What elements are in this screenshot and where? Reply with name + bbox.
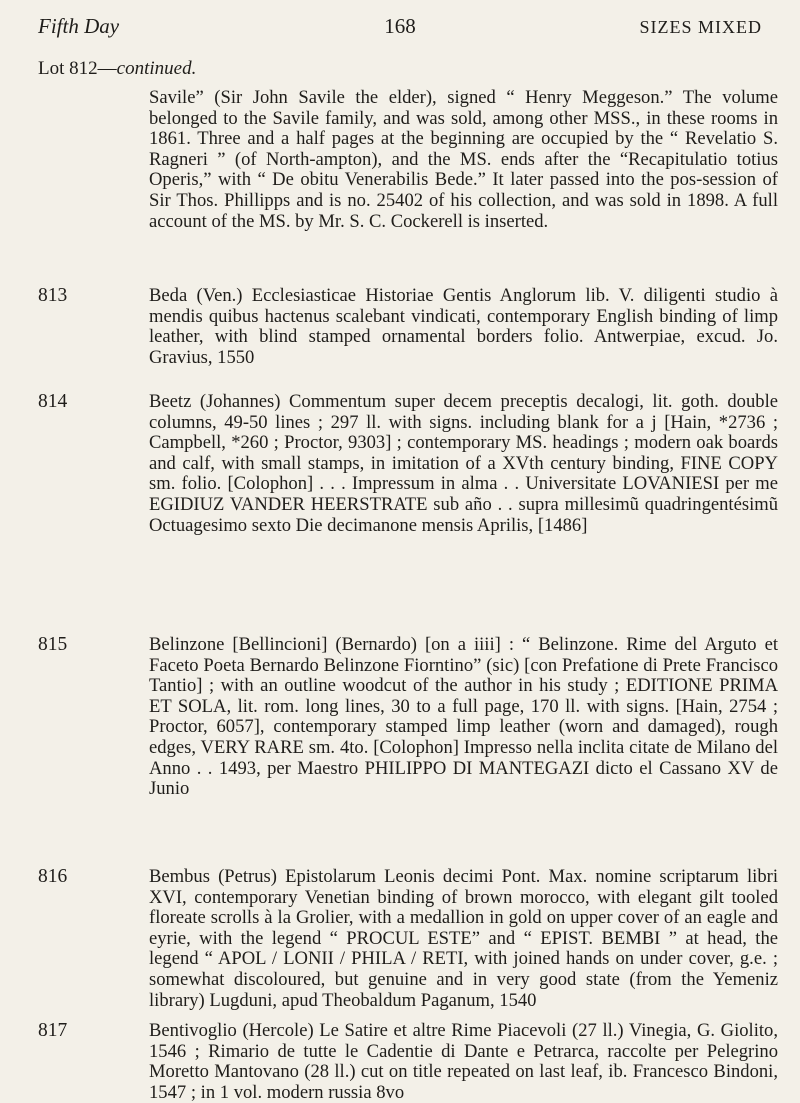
lot-812-text: Savile” (Sir John Savile the elder), signed “ Henry Meggeson.” The volume belonged to the Savile family, and was sold, among other MSS., in these rooms in 1861. Three and a half pages at the beginning are occupied by the “ Revelatio S. Ragneri ” (of North-ampton), and the MS. ends after the “Recapitulatio totius Operis,” with “ De obitu Venerabilis Bede.” It later passed into the pos-session of Sir Thos. Phillipps and is no. 25402 of his collection, and was sold in 1898. A full account of the MS. by Mr. S. C. Cockerell is inserted. [149,87,783,232]
lot-entry [38,1020,783,1103]
page-number: 168 [384,14,416,38]
lot-continuation-label [38,58,196,80]
lot-number: 816 [38,866,68,887]
lot-number: 815 [38,634,68,655]
section-title: SIZES MIXED [639,17,762,37]
lot-description: Bentivoglio (Hercole) Le Satire et altre Rime Piacevoli (27 ll.) Vinegia, G. Giolito, 1546 ; Rimario de tutte le Cadentie di Dante e Petrarca, raccolte per Pelegrino Moretto Mantovano (28 ll.) cut on title repeated on last leaf, ib. Francesco Bindoni, 1547 ; in 1 vol. modern russia 8vo [149,1020,783,1103]
lot-description: Beetz (Johannes) Commentum super decem preceptis decalogi, lit. goth. double columns, 49-50 lines ; 297 ll. with signs. including blank for a j [Hain, *2736 ; Campbell, *260 ; Proctor, 9303] ; contemporary MS. headings ; modern oak boards and calf, with small stamps, in imitation of a XVth century binding, FINE COPY sm. folio. [Colophon] . . . Impressum in alma . . Universitate LOVANIESI per me EGIDIUZ VANDER HEERSTRATE sub año . . supra millesimũ quadringentésimũ Octuagesimo sexto Die decimanone mensis Aprilis, [1486] [149,391,783,536]
lot-description: Belinzone [Bellincioni] (Bernardo) [on a iiii] : “ Belinzone. Rime del Arguto et Faceto Poeta Bernardo Belinzone Fiorntino” (sic) [con Prefatione di Prete Francisco Tantio] ; with an outline woodcut of the author in his study ; EDITIONE PRIMA ET SOLA, lit. rom. long lines, 30 to a full page, 170 ll. with signs. [Hain, 2754 ; Proctor, 6057], contemporary stamped limp leather (worn and damaged), rough edges, VERY RARE sm. 4to. [Colophon] Impresso nella inclita citate de Milano del Anno . . 1493, per Maestro PHILIPPO DI MANTEGAZI dicto el Cassano XV de Junio [149,634,783,800]
continued-label: continued. [116,58,197,79]
lot-description: Beda (Ven.) Ecclesiasticae Historiae Gentis Anglorum lib. V. diligenti studio à mendis quibus hactenus scalebant vindicati, contemporary English binding of limp leather, with blind stamped ornamental borders folio. Antwerpiae, excud. Jo. Gravius, 1550 [149,285,783,368]
lot-entry [38,866,783,1011]
lot-label: Lot 812— [38,58,117,79]
lot-description: Bembus (Petrus) Epistolarum Leonis decimi Pont. Max. nomine scriptarum libri XVI, contemporary Venetian binding of brown morocco, with elegant gilt tooled floreate scrolls à la Grolier, with a medallion in gold on upper cover of an eagle and eyrie, with the legend “ PROCUL ESTE” and “ EPIST. BEMBI ” at head, the legend “ APOL / LONII / PHILA / RETI, with joined hands on under cover, g.e. ; somewhat discoloured, but genuine and in very good state (from the Yemeniz library) Lugduni, apud Theobaldum Paganum, 1540 [149,866,783,1011]
lot-number: 813 [38,285,68,306]
lot-number: 814 [38,391,68,412]
lot-812-continuation [38,87,783,232]
lot-entry [38,285,783,368]
lot-entry [38,391,783,536]
running-head: Fifth Day [38,14,120,38]
lot-number: 817 [38,1020,68,1041]
lot-entry [38,634,783,800]
